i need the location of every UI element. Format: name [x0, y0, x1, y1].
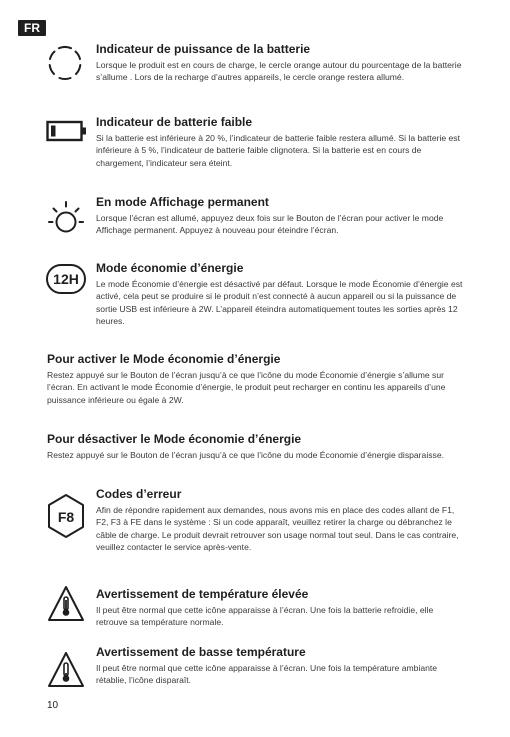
low-temp-icon	[46, 650, 86, 690]
section-title: Avertissement de basse température	[96, 645, 306, 659]
section-battery-power	[96, 42, 464, 84]
section-title: Codes d’erreur	[96, 487, 182, 501]
battery-ring-icon	[47, 45, 83, 81]
section-text: Il peut être normal que cette icône apparaisse à l’écran. Une fois la température ambiante rétablie, l’icône disparaît.	[96, 663, 438, 686]
sun-icon	[48, 200, 84, 238]
section-deactivate-energy-saving	[47, 432, 464, 461]
section-title: Pour activer le Mode économie d’énergie	[47, 352, 281, 366]
section-low-battery	[96, 115, 464, 169]
section-title: Avertissement de température élevée	[96, 587, 309, 601]
section-text: Le mode Économie d’énergie est désactivé par défaut. Lorsque le mode Économie d’énergie est activé, cela peut se produire si le produit n’est connecté à aucun appareil ou si la puissance de sortie USB est inférieure à 2W. L’appareil éteindra automatiquement toutes les sorties après 12 heures.	[96, 279, 463, 326]
section-always-on	[96, 195, 464, 237]
section-error-codes	[96, 487, 464, 553]
section-text: Si la batterie est inférieure à 20 %, l’indicateur de batterie faible restera allumé. Si la batterie est inférieure à 5 %, l’indicateur de batterie faible clignotera. Si la batterie est en cours de chargement, l’indicateur sera éteint.	[96, 133, 460, 168]
section-title: Mode économie d’énergie	[96, 261, 244, 275]
language-tag: FR	[18, 20, 46, 36]
section-title: Indicateur de puissance de la batterie	[96, 42, 311, 56]
section-low-temperature	[96, 645, 464, 687]
low-battery-icon	[46, 119, 88, 143]
12h-icon-label: 12H	[53, 271, 79, 287]
section-text: Lorsque le produit est en cours de charge, le cercle orange autour du pourcentage de la batterie s’allume . Lors de la recharge d’autres appareils, le cercle orange restera allumé.	[96, 60, 462, 83]
error-code-icon	[46, 493, 86, 539]
error-code-icon-label: F8	[57, 509, 75, 525]
section-energy-saving	[96, 261, 464, 327]
section-title: En mode Affichage permanent	[96, 195, 269, 209]
high-temp-icon	[46, 584, 86, 624]
section-text: Il peut être normal que cette icône apparaisse à l’écran. Une fois la batterie refroidie, elle retrouve sa température normale.	[96, 605, 434, 628]
section-text: Lorsque l’écran est allumé, appuyez deux fois sur le Bouton de l’écran pour activer le mode Affichage permanent. Appuyez à nouveau pour éteindre l’écran.	[96, 213, 444, 236]
section-high-temperature	[96, 587, 464, 629]
12h-icon	[46, 264, 86, 294]
page-number: 10	[47, 700, 59, 711]
section-text: Restez appuyé sur le Bouton de l’écran jusqu’à ce que l’icône du mode Économie d’énergie disparaisse.	[47, 450, 444, 460]
section-text: Afin de répondre rapidement aux demandes, nous avons mis en place des codes allant de F1, F2, F3 à FE dans le système : Si un code apparaît, veuillez retirer la charge ou débranchez le câble de charge. Le produit devrait retrouver son usage normal tout seul. Dans le cas contraire, veuillez contacter le service après-vente.	[96, 505, 459, 552]
section-text: Restez appuyé sur le Bouton de l’écran jusqu’à ce que l’icône du mode Économie d’énergie s’allume sur l’écran. En activant le mode Économie d’énergie, le produit peut recharger en continu les appareils d’une puissance inférieure ou égale à 2W.	[47, 370, 446, 405]
section-activate-energy-saving	[47, 352, 464, 406]
section-title: Pour désactiver le Mode économie d’énergie	[47, 432, 302, 446]
section-title: Indicateur de batterie faible	[96, 115, 253, 129]
